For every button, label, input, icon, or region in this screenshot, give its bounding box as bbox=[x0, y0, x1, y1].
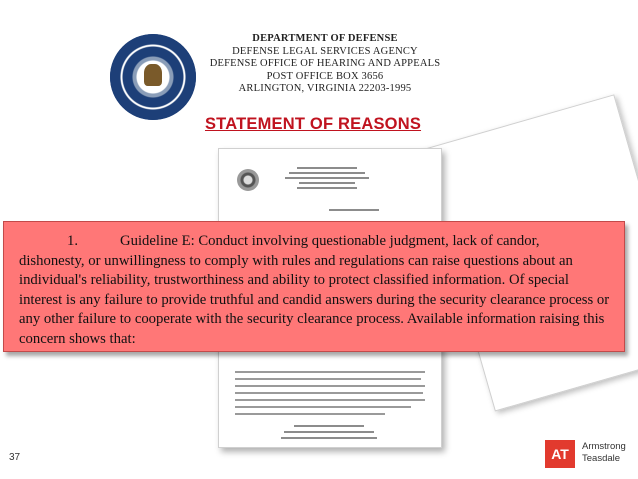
letterhead bbox=[205, 33, 445, 96]
eagle-emblem bbox=[144, 64, 162, 86]
document-text-line bbox=[235, 378, 421, 380]
document-text-line bbox=[235, 406, 411, 408]
document-seal-icon bbox=[237, 169, 259, 191]
document-header-line bbox=[299, 182, 355, 184]
document-header-line bbox=[285, 177, 369, 179]
letterhead-line: POST OFFICE BOX 3656 bbox=[266, 70, 384, 82]
logo-mark: AT bbox=[545, 440, 575, 468]
document-text-line bbox=[235, 399, 425, 401]
document-text-line bbox=[235, 413, 385, 415]
logo-line-1: Armstrong bbox=[582, 441, 626, 452]
document-header-line bbox=[297, 167, 357, 169]
guideline-e-callout bbox=[3, 221, 625, 352]
document-text-line bbox=[235, 371, 425, 373]
page-number: 37 bbox=[9, 452, 21, 463]
document-footer-line bbox=[281, 437, 377, 439]
guideline-text-rest: dishonesty, or unwillingness to comply with rules and regulations can raise questions about an individual's reliability, trustworthiness and ability to protect classified information. Of special interest is any failure to provide truthful and candid answers during the security clearance process or any other failure to cooperate with the security clearance process. Available information raising this concern shows that: bbox=[19, 252, 610, 347]
letterhead-line: DEFENSE OFFICE OF HEARING AND APPEALS bbox=[209, 58, 441, 69]
document-footer-line bbox=[294, 425, 364, 427]
letterhead-line: DEFENSE LEGAL SERVICES AGENCY bbox=[232, 45, 418, 57]
guideline-text-first: Guideline E: Conduct involving questionable judgment, lack of candor, bbox=[120, 233, 540, 249]
logo-line-2: Teasdale bbox=[582, 453, 621, 464]
document-text-line bbox=[235, 392, 423, 394]
guideline-number: 1. bbox=[67, 233, 79, 249]
letterhead-line: DEPARTMENT OF DEFENSE bbox=[252, 33, 398, 44]
letterhead-line: ARLINGTON, VIRGINIA 22203-1995 bbox=[238, 83, 412, 94]
slide-title: STATEMENT OF REASONS bbox=[204, 115, 422, 133]
document-footer-line bbox=[284, 431, 374, 433]
document-header-line bbox=[289, 172, 365, 174]
document-date-line bbox=[329, 209, 379, 211]
document-text-line bbox=[235, 385, 425, 387]
document-header-line bbox=[297, 187, 357, 189]
department-of-defense-seal bbox=[110, 34, 196, 120]
